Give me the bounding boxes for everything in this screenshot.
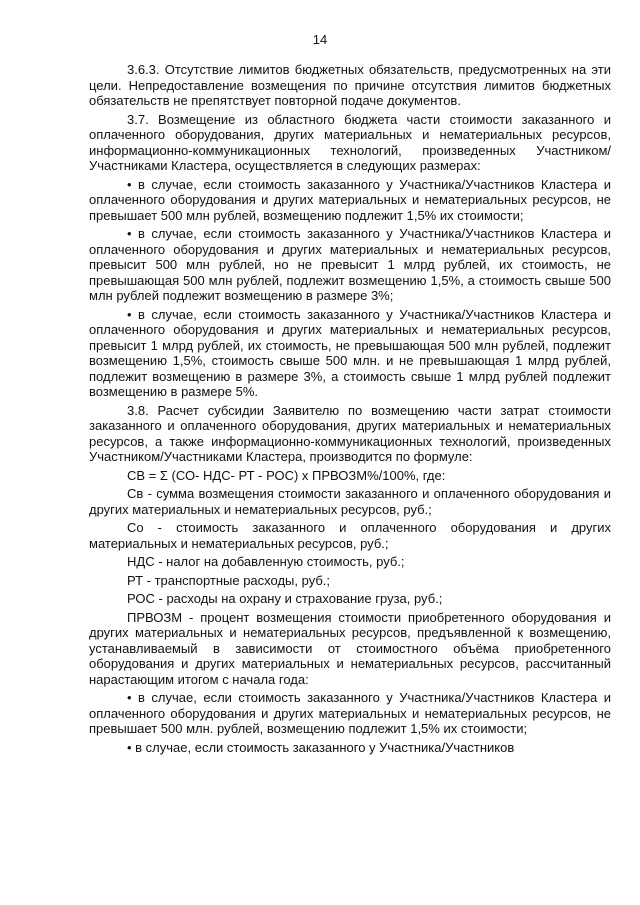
document-body bbox=[89, 62, 611, 758]
definition-sv: Св - сумма возмещения стоимости заказанного и оплаченного оборудования и других материальных и нематериальных ресурсов, руб.; bbox=[89, 486, 611, 517]
bullet-item: • в случае, если стоимость заказанного у Участника/Участников Кластера и оплаченного оборудования и других материальных и нематериальных ресурсов, превысит 1 млрд рублей, их стоимость, не превышающая 500 млн рублей, подлежит возмещению 1,5%, стоимость свыше 500 млн. и не превышающая 1 млрд рублей, подлежит возмещению в размере 3%, а стоимость свыше 1 млрд рублей подлежит возмещению в размере 5%. bbox=[89, 306, 611, 399]
bullet-item: • в случае, если стоимость заказанного у Участника/Участников Кластера и оплаченного оборудования и других материальных и нематериальных ресурсов, не превышает 500 млн. рублей, возмещению подлежит 1,5% их стоимости; bbox=[89, 690, 611, 736]
definition-ros: РОС - расходы на охрану и страхование груза, руб.; bbox=[127, 591, 443, 606]
paragraph-3-6-3: 3.6.3. Отсутствие лимитов бюджетных обязательств, предусмотренных на эти цели. Непредоставление возмещения по причине отсутствия лимитов бюджетных обязательств не препятствует повторной подаче документов. bbox=[89, 62, 611, 108]
bullet-item: • в случае, если стоимость заказанного у Участника/Участников Кластера и оплаченного оборудования и других материальных и нематериальных ресурсов, не превышает 500 млн рублей, возмещению подлежит 1,5% их стоимости; bbox=[89, 176, 611, 223]
definition-rt: РТ - транспортные расходы, руб.; bbox=[127, 572, 331, 588]
definition-so: Со - стоимость заказанного и оплаченного оборудования и других материальных и нематериальных ресурсов, руб.; bbox=[89, 520, 611, 551]
definition-prvozm: ПРВОЗМ - процент возмещения стоимости приобретенного оборудования и других материальных и нематериальных ресурсов, предъявленной к возмещению, устанавливаемый в зависимости от стоимостного объёма приобретенного оборудования и других материальных и нематериальных ресурсов, рассчитанный нарастающим итогом с начала года: bbox=[89, 609, 611, 687]
definition-nds: НДС - налог на добавленную стоимость, руб.; bbox=[127, 554, 405, 569]
page-number: 14 bbox=[312, 32, 328, 47]
formula: СВ = Σ (СО- НДС- РТ - РОС) х ПРВОЗМ%/100%, где: bbox=[127, 467, 446, 483]
paragraph-3-7: 3.7. Возмещение из областного бюджета части стоимости заказанного и оплаченного оборудования, других материальных и нематериальных ресурсов, информационно-коммуникационных технологий, произведенных Участником/Участниками Кластера, осуществляется в следующих размерах: bbox=[89, 111, 611, 173]
bullet-item: • в случае, если стоимость заказанного у Участника/Участников Кластера и оплаченного оборудования и других материальных и нематериальных ресурсов, превысит 500 млн рублей, но не превысит 1 млрд рублей, их стоимость, не превышающая 500 млн рублей, подлежит возмещению 1,5%, а стоимость свыше 500 млн рублей подлежит возмещению в размере 3%; bbox=[89, 226, 611, 303]
bullet-item: • в случае, если стоимость заказанного у Участника/Участников bbox=[127, 739, 515, 755]
paragraph-3-8: 3.8. Расчет субсидии Заявителю по возмещению части затрат стоимости заказанного и оплаченного оборудования, других материальных и нематериальных ресурсов, а также информационно-коммуникационных технологий, произведенных Участником/Участниками Кластера, производится по формуле: bbox=[89, 402, 611, 464]
